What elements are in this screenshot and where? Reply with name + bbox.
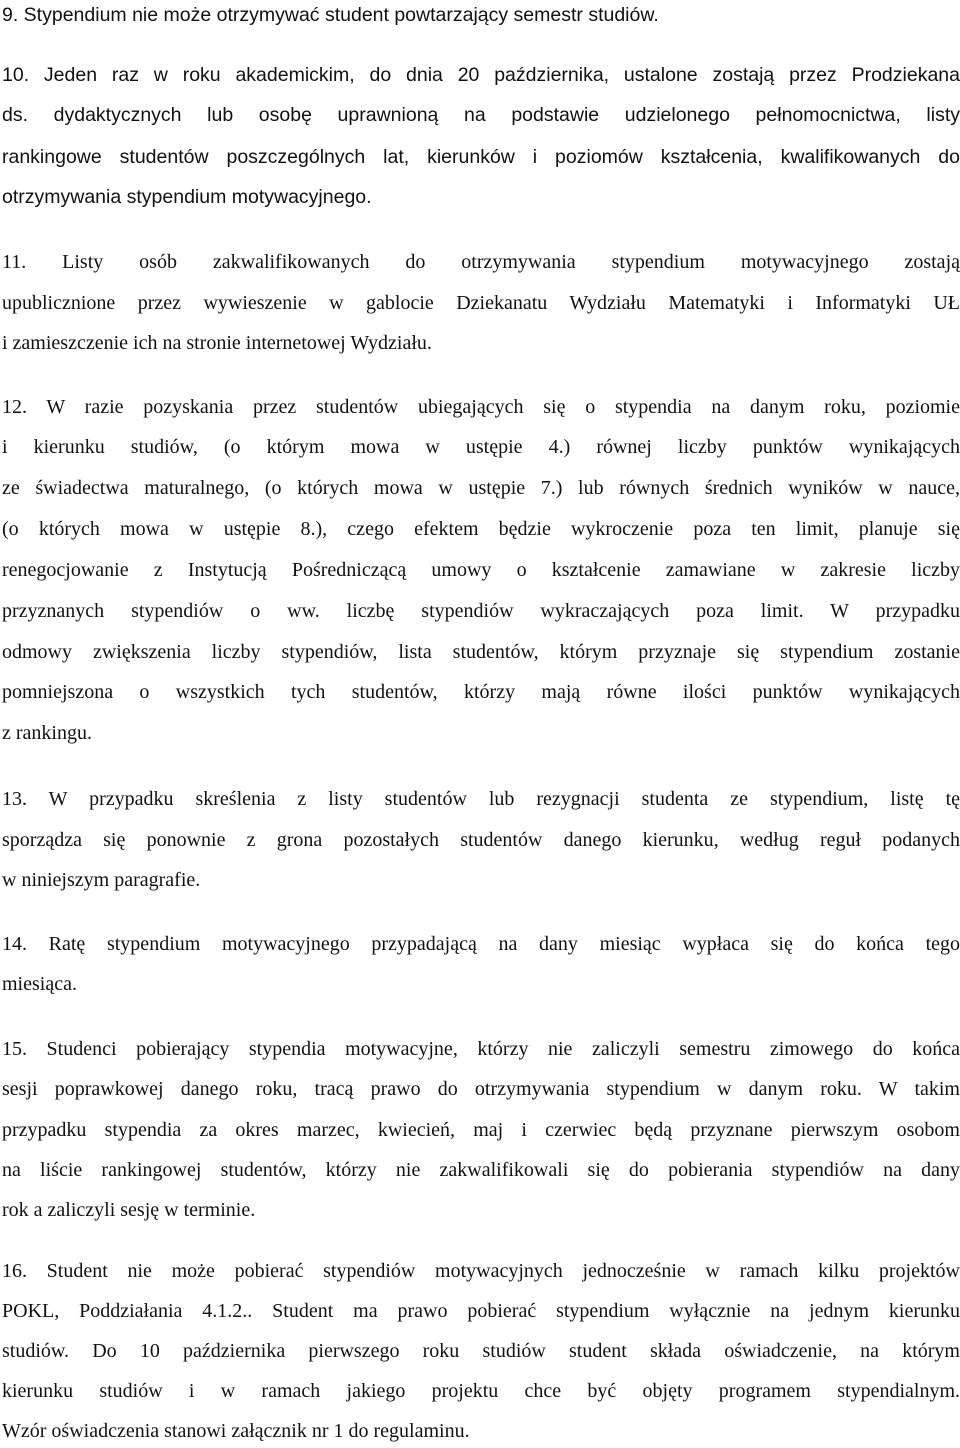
text-line: POKL, Poddziałania 4.1.2.. Student ma prawo pobierać stypendium wyłącznie na jednym kierunku [2, 1300, 960, 1322]
text-line: sporządza się ponownie z grona pozostałych studentów danego kierunku, według reguł podanych [2, 829, 960, 851]
text-line: 10. Jeden raz w roku akademickim, do dnia 20 października, ustalone zostają przez Prodziekana [2, 64, 960, 86]
text-line: 13. W przypadku skreślenia z listy studentów lub rezygnacji studenta ze stypendium, listę tę [2, 788, 960, 810]
text-line: 9. Stypendium nie może otrzymywać student powtarzający semestr studiów. [2, 4, 659, 26]
text-line: 15. Studenci pobierający stypendia motywacyjne, którzy nie zaliczyli semestru zimowego do końca [2, 1038, 960, 1060]
text-line: renegocjowanie z Instytucją Pośredniczącą umowy o kształcenie zamawiane w zakresie liczby [2, 559, 960, 581]
text-line: pomniejszona o wszystkich tych studentów, którzy mają równe ilości punktów wynikających [2, 681, 960, 703]
text-line: 16. Student nie może pobierać stypendiów motywacyjnych jednocześnie w ramach kilku projektów [2, 1260, 960, 1282]
text-line: odmowy zwiększenia liczby stypendiów, lista studentów, którym przyznaje się stypendium zostanie [2, 641, 960, 663]
text-line: rankingowe studentów poszczególnych lat, kierunków i poziomów kształcenia, kwalifikowanych do [2, 146, 960, 168]
text-line: rok a zaliczyli sesję w terminie. [2, 1199, 256, 1221]
text-line: 12. W razie pozyskania przez studentów ubiegających się o stypendia na danym roku, poziomie [2, 396, 960, 418]
text-line: kierunku studiów i w ramach jakiego projektu chce być objęty programem stypendialnym. [2, 1380, 960, 1402]
text-line: miesiąca. [2, 973, 77, 995]
text-line: na liście rankingowej studentów, którzy nie zakwalifikowali się do pobierania stypendiów na dany [2, 1159, 960, 1181]
text-line: sesji poprawkowej danego roku, tracą prawo do otrzymywania stypendium w danym roku. W takim [2, 1078, 960, 1100]
text-line: Wzór oświadczenia stanowi załącznik nr 1 do regulaminu. [2, 1420, 470, 1442]
text-line: i zamieszczenie ich na stronie internetowej Wydziału. [2, 332, 432, 354]
text-line: z rankingu. [2, 722, 92, 744]
text-line: przyznanych stypendiów o ww. liczbę stypendiów wykraczających poza limit. W przypadku [2, 600, 960, 622]
text-line: (o których mowa w ustępie 8.), czego efektem będzie wykroczenie poza ten limit, planuje się [2, 518, 960, 540]
text-line: ze świadectwa maturalnego, (o których mowa w ustępie 7.) lub równych średnich wyników w nauce, [2, 477, 960, 499]
text-line: 11. Listy osób zakwalifikowanych do otrzymywania stypendium motywacyjnego zostają [2, 251, 960, 273]
text-line: w niniejszym paragrafie. [2, 869, 201, 891]
text-line: przypadku stypendia za okres marzec, kwiecień, maj i czerwiec będą przyznane pierwszym osobom [2, 1119, 960, 1141]
text-line: 14. Ratę stypendium motywacyjnego przypadającą na dany miesiąc wypłaca się do końca tego [2, 933, 960, 955]
text-line: otrzymywania stypendium motywacyjnego. [2, 186, 372, 208]
text-line: i kierunku studiów, (o którym mowa w ustępie 4.) równej liczby punktów wynikających [2, 436, 960, 458]
text-line: ds. dydaktycznych lub osobę uprawnioną na podstawie udzielonego pełnomocnictwa, listy [2, 104, 960, 126]
text-line: studiów. Do 10 października pierwszego roku studiów student składa oświadczenie, na którym [2, 1340, 960, 1362]
text-line: upublicznione przez wywieszenie w gablocie Dziekanatu Wydziału Matematyki i Informatyki UŁ [2, 292, 960, 314]
